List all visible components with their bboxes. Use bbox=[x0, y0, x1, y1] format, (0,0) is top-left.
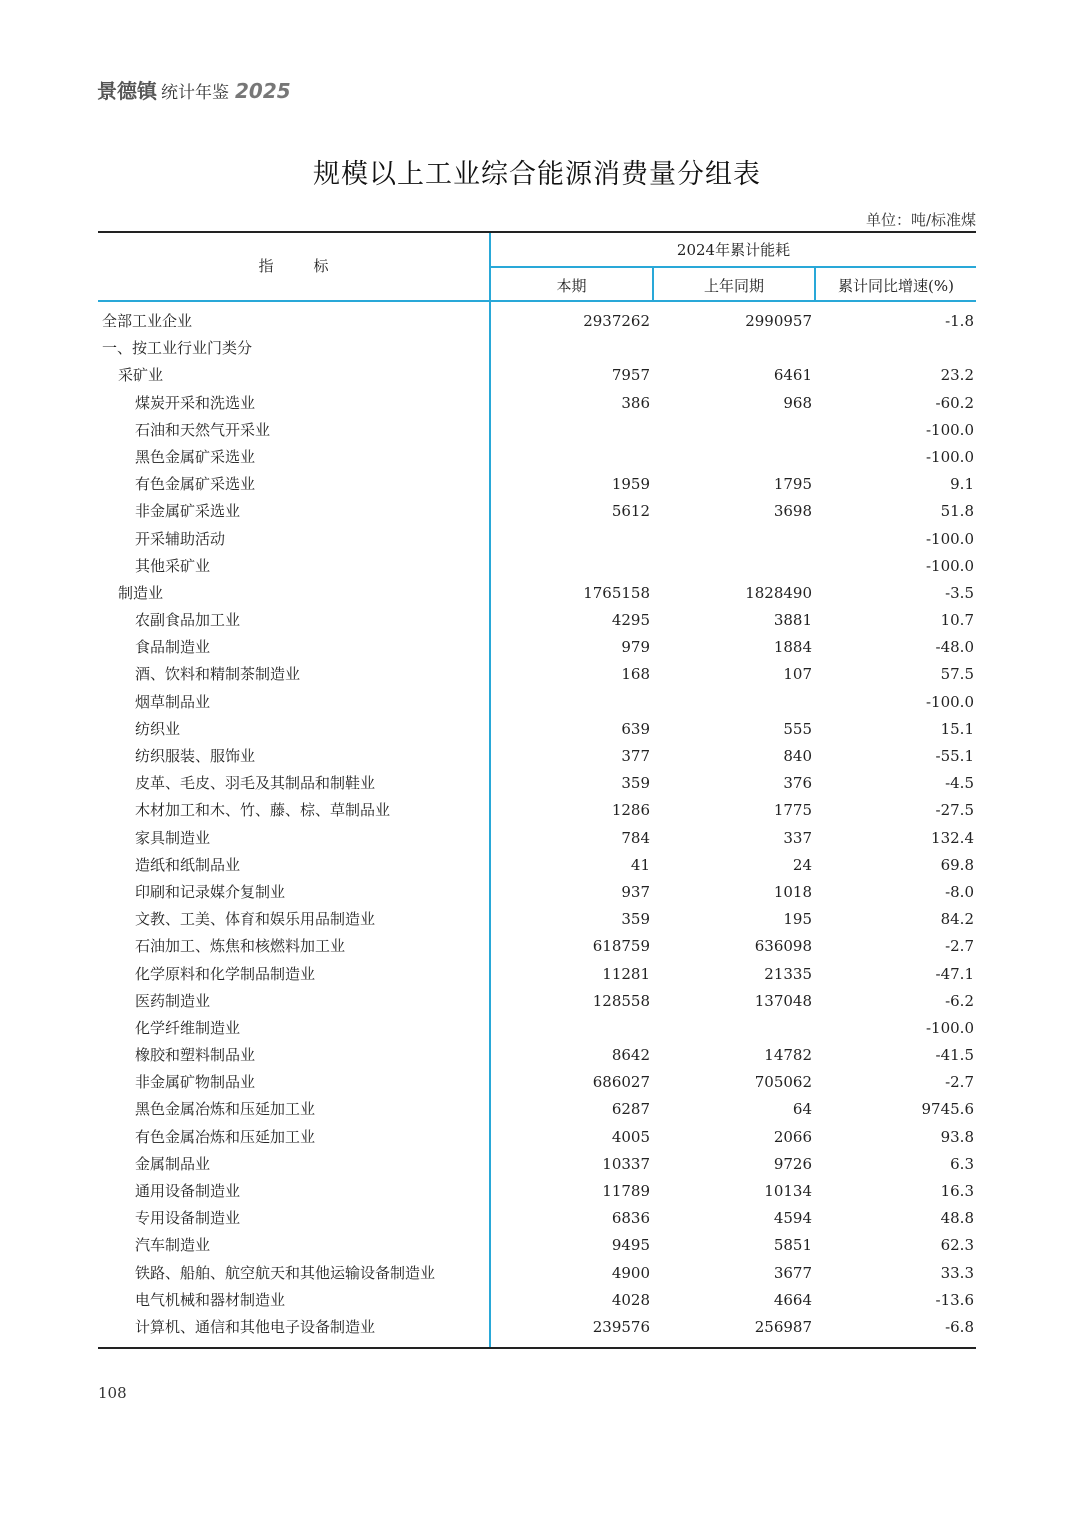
table-row bbox=[98, 335, 976, 362]
cell-current: 618759 bbox=[592, 937, 650, 956]
row-label: 化学原料和化学制品制造业 bbox=[135, 964, 316, 983]
cell-growth: 15.1 bbox=[940, 719, 974, 738]
page-title: 规模以上工业综合能源消费量分组表 bbox=[313, 159, 761, 190]
cell-prior: 4594 bbox=[773, 1209, 812, 1228]
table-row bbox=[98, 661, 976, 688]
table-top-rule bbox=[98, 231, 976, 233]
cell-growth: 6.3 bbox=[950, 1154, 974, 1173]
row-label: 黑色金属矿采选业 bbox=[135, 447, 256, 466]
row-label: 文教、工美、体育和娱乐用品制造业 bbox=[135, 910, 376, 929]
cell-growth: -60.2 bbox=[935, 393, 974, 412]
cell-current: 1765158 bbox=[583, 583, 650, 602]
cell-prior: 705062 bbox=[754, 1073, 812, 1092]
row-label: 印刷和记录媒介复制业 bbox=[135, 882, 286, 901]
row-label: 石油加工、炼焦和核燃料加工业 bbox=[135, 937, 346, 956]
table-row bbox=[98, 797, 976, 824]
cell-current: 41 bbox=[630, 855, 650, 874]
cell-growth: -41.5 bbox=[935, 1046, 974, 1065]
cell-prior: 195 bbox=[783, 910, 812, 929]
row-label: 黑色金属冶炼和压延加工业 bbox=[135, 1100, 316, 1119]
cell-prior: 1775 bbox=[773, 801, 812, 820]
row-label: 全部工业企业 bbox=[102, 312, 193, 330]
table-row bbox=[98, 716, 976, 743]
cell-growth: 9.1 bbox=[950, 475, 974, 494]
running-header bbox=[97, 75, 291, 103]
cell-current: 4028 bbox=[611, 1290, 650, 1309]
cell-growth: -100.0 bbox=[925, 1018, 974, 1037]
row-label: 食品制造业 bbox=[135, 638, 211, 657]
cell-prior: 337 bbox=[783, 828, 812, 847]
cell-prior: 840 bbox=[783, 747, 812, 765]
cell-growth: 48.8 bbox=[940, 1209, 974, 1228]
cell-growth: -100.0 bbox=[925, 556, 974, 575]
table-row bbox=[98, 580, 976, 607]
cell-current: 6287 bbox=[611, 1100, 650, 1119]
row-label: 橡胶和塑料制品业 bbox=[135, 1046, 256, 1065]
cell-growth: -1.8 bbox=[945, 312, 974, 330]
table-row bbox=[98, 444, 976, 471]
col-header-current: 本期 bbox=[556, 277, 587, 295]
cell-growth: 33.3 bbox=[940, 1263, 974, 1282]
cell-growth: -6.8 bbox=[945, 1317, 974, 1336]
cell-current: 359 bbox=[621, 910, 650, 929]
cell-current: 9495 bbox=[611, 1236, 650, 1255]
cell-current: 377 bbox=[621, 747, 650, 765]
cell-prior: 21335 bbox=[764, 964, 812, 983]
row-label: 其他采矿业 bbox=[135, 556, 211, 575]
cell-growth: 10.7 bbox=[940, 611, 974, 630]
unit-note: 单位：吨/标准煤 bbox=[865, 211, 976, 229]
cell-prior: 137048 bbox=[754, 991, 812, 1010]
cell-current: 7957 bbox=[611, 366, 650, 385]
cell-growth: 23.2 bbox=[940, 366, 974, 385]
cell-current: 937 bbox=[621, 882, 650, 901]
cell-growth: -8.0 bbox=[945, 882, 974, 901]
table-row bbox=[98, 362, 976, 389]
cell-prior: 1828490 bbox=[745, 583, 812, 602]
row-label: 家具制造业 bbox=[135, 828, 211, 847]
table-row bbox=[98, 1042, 976, 1069]
table-row bbox=[98, 1232, 976, 1259]
row-label: 酒、饮料和精制茶制造业 bbox=[135, 665, 301, 684]
cell-growth: -2.7 bbox=[945, 1073, 974, 1092]
cell-growth: 16.3 bbox=[940, 1182, 974, 1200]
cell-current: 686027 bbox=[592, 1073, 650, 1092]
header-year: 2025 bbox=[235, 79, 291, 103]
cell-growth: -100.0 bbox=[925, 420, 974, 439]
cell-prior: 107 bbox=[783, 665, 812, 684]
table-row bbox=[98, 961, 976, 988]
header-bottom-rule bbox=[98, 300, 976, 302]
cell-prior: 9726 bbox=[773, 1154, 812, 1173]
cell-prior: 256987 bbox=[754, 1317, 812, 1336]
cell-prior: 3881 bbox=[773, 611, 812, 630]
table-row bbox=[98, 471, 976, 498]
col-header-growth: 累计同比增速(%) bbox=[838, 277, 954, 295]
cell-current: 386 bbox=[621, 393, 650, 412]
cell-growth: 132.4 bbox=[931, 828, 974, 847]
cell-prior: 1884 bbox=[773, 638, 812, 657]
row-label: 有色金属冶炼和压延加工业 bbox=[135, 1127, 316, 1146]
page-number: 108 bbox=[98, 1384, 127, 1402]
row-label: 木材加工和木、竹、藤、棕、草制品业 bbox=[135, 801, 391, 820]
cell-prior: 2066 bbox=[773, 1127, 812, 1146]
cell-prior: 555 bbox=[783, 719, 812, 738]
table-row bbox=[98, 1015, 976, 1042]
cell-current: 1959 bbox=[611, 475, 650, 494]
row-label: 烟草制品业 bbox=[135, 692, 211, 711]
cell-prior: 4664 bbox=[773, 1290, 812, 1309]
table-row bbox=[98, 743, 976, 770]
cell-prior: 636098 bbox=[754, 937, 812, 956]
row-label: 纺织业 bbox=[135, 719, 181, 738]
cell-growth: -55.1 bbox=[935, 747, 974, 765]
cell-growth: 62.3 bbox=[940, 1236, 974, 1255]
row-label: 电气机械和器材制造业 bbox=[135, 1290, 286, 1309]
table-row bbox=[98, 988, 976, 1015]
row-label: 制造业 bbox=[118, 583, 164, 602]
cell-current: 10337 bbox=[602, 1154, 650, 1173]
cell-prior: 2990957 bbox=[745, 312, 812, 330]
table-row bbox=[98, 553, 976, 580]
row-label: 造纸和纸制品业 bbox=[135, 855, 241, 874]
cell-current: 4295 bbox=[611, 611, 650, 630]
cell-prior: 3677 bbox=[773, 1263, 812, 1282]
table-row bbox=[98, 1178, 976, 1205]
table-row bbox=[98, 1205, 976, 1232]
cell-growth: 57.5 bbox=[940, 665, 974, 684]
table-row bbox=[98, 1124, 976, 1151]
cell-current: 8642 bbox=[611, 1046, 650, 1065]
row-label: 采矿业 bbox=[118, 366, 164, 385]
row-label: 计算机、通信和其他电子设备制造业 bbox=[135, 1317, 376, 1336]
cell-growth: -4.5 bbox=[945, 774, 974, 793]
cell-current: 359 bbox=[621, 774, 650, 793]
cell-prior: 24 bbox=[792, 855, 812, 874]
cell-current: 11789 bbox=[602, 1182, 650, 1200]
table-row bbox=[98, 1096, 976, 1123]
table-row bbox=[98, 770, 976, 797]
cell-growth: -27.5 bbox=[935, 801, 974, 820]
row-label: 农副食品加工业 bbox=[135, 611, 241, 630]
table-row bbox=[98, 526, 976, 553]
cell-current: 784 bbox=[621, 828, 650, 847]
cell-current: 1286 bbox=[611, 801, 650, 820]
row-label: 非金属矿物制品业 bbox=[135, 1073, 256, 1092]
table-row bbox=[98, 1287, 976, 1314]
table-row bbox=[98, 498, 976, 525]
cell-growth: -13.6 bbox=[935, 1290, 974, 1309]
cell-growth: -2.7 bbox=[945, 937, 974, 956]
cell-growth: -48.0 bbox=[935, 638, 974, 657]
cell-current: 128558 bbox=[592, 991, 650, 1010]
header-sub-rule bbox=[491, 266, 976, 268]
cell-prior: 1795 bbox=[773, 475, 812, 494]
cell-current: 6836 bbox=[611, 1209, 650, 1228]
header-city: 景德镇 bbox=[97, 79, 157, 103]
row-label: 煤炭开采和洗选业 bbox=[135, 393, 256, 412]
cell-current: 639 bbox=[621, 719, 650, 738]
cell-growth: -47.1 bbox=[935, 964, 974, 983]
row-label: 非金属矿采选业 bbox=[135, 502, 241, 521]
row-label: 医药制造业 bbox=[135, 991, 211, 1010]
table-bottom-rule bbox=[98, 1347, 976, 1349]
table-row bbox=[98, 417, 976, 444]
row-label: 金属制品业 bbox=[135, 1154, 211, 1173]
table-row bbox=[98, 825, 976, 852]
row-label: 石油和天然气开采业 bbox=[135, 420, 271, 439]
cell-growth: -3.5 bbox=[945, 583, 974, 602]
table-row bbox=[98, 308, 976, 335]
row-label: 皮革、毛皮、羽毛及其制品和制鞋业 bbox=[135, 774, 376, 793]
table-body bbox=[98, 308, 976, 1341]
table-row bbox=[98, 689, 976, 716]
cell-prior: 10134 bbox=[764, 1182, 812, 1200]
row-label: 通用设备制造业 bbox=[135, 1182, 241, 1200]
table-row bbox=[98, 1151, 976, 1178]
cell-prior: 6461 bbox=[773, 366, 812, 385]
group-header: 2024年累计能耗 bbox=[676, 241, 791, 259]
table-row bbox=[98, 879, 976, 906]
cell-current: 5612 bbox=[611, 502, 650, 521]
row-label: 开采辅助活动 bbox=[135, 529, 226, 548]
row-label: 化学纤维制造业 bbox=[135, 1018, 241, 1037]
indicator-header: 指标 bbox=[258, 257, 369, 275]
row-label: 纺织服装、服饰业 bbox=[135, 747, 256, 765]
cell-current: 11281 bbox=[602, 964, 650, 983]
cell-growth: -100.0 bbox=[925, 447, 974, 466]
table-row bbox=[98, 1314, 976, 1341]
cell-growth: 93.8 bbox=[940, 1127, 974, 1146]
cell-growth: -100.0 bbox=[925, 529, 974, 548]
cell-prior: 14782 bbox=[764, 1046, 812, 1065]
table-row bbox=[98, 607, 976, 634]
header-book: 统计年鉴 bbox=[161, 83, 229, 103]
cell-prior: 5851 bbox=[773, 1236, 812, 1255]
cell-current: 239576 bbox=[592, 1317, 650, 1336]
row-label: 一、按工业行业门类分 bbox=[102, 339, 253, 358]
table-row bbox=[98, 1069, 976, 1096]
table-row bbox=[98, 906, 976, 933]
cell-growth: 9745.6 bbox=[921, 1100, 974, 1119]
row-label: 铁路、船舶、航空航天和其他运输设备制造业 bbox=[135, 1263, 436, 1282]
cell-current: 4900 bbox=[611, 1263, 650, 1282]
row-label: 专用设备制造业 bbox=[135, 1209, 241, 1228]
cell-current: 2937262 bbox=[583, 312, 650, 330]
cell-growth: 69.8 bbox=[940, 855, 974, 874]
cell-growth: 51.8 bbox=[940, 502, 974, 521]
table-row bbox=[98, 390, 976, 417]
cell-prior: 64 bbox=[792, 1100, 812, 1119]
row-label: 汽车制造业 bbox=[135, 1236, 211, 1255]
cell-growth: -6.2 bbox=[945, 991, 974, 1010]
table-row bbox=[98, 634, 976, 661]
cell-growth: 84.2 bbox=[940, 910, 974, 929]
cell-current: 979 bbox=[621, 638, 650, 657]
cell-prior: 1018 bbox=[773, 882, 812, 901]
cell-prior: 3698 bbox=[773, 502, 812, 521]
cell-prior: 968 bbox=[783, 393, 812, 412]
cell-prior: 376 bbox=[783, 774, 812, 793]
cell-growth: -100.0 bbox=[925, 692, 974, 711]
table-row bbox=[98, 852, 976, 879]
cell-current: 4005 bbox=[611, 1127, 650, 1146]
col-header-prior: 上年同期 bbox=[703, 277, 764, 295]
cell-current: 168 bbox=[621, 665, 650, 684]
table-row bbox=[98, 1260, 976, 1287]
row-label: 有色金属矿采选业 bbox=[135, 475, 256, 494]
table-row bbox=[98, 933, 976, 960]
